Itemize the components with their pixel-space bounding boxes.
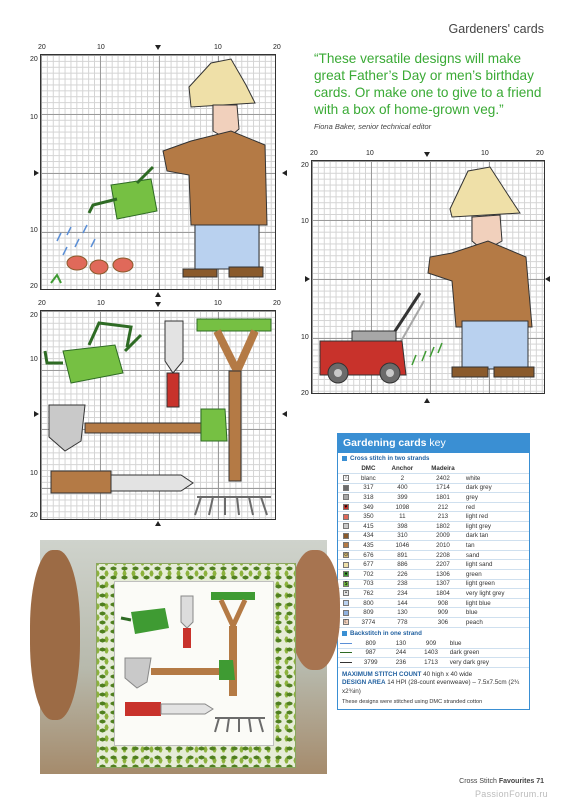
dmc-cell: 415	[354, 522, 383, 532]
color-name-cell: very dark grey	[448, 658, 529, 668]
table-row	[338, 502, 529, 512]
color-name-column-header	[464, 464, 529, 474]
anchor-cell: 891	[383, 550, 422, 560]
symbol-cell	[338, 618, 354, 628]
dmc-cell: 3774	[354, 618, 383, 628]
table-row	[338, 512, 529, 522]
table-row	[338, 648, 529, 658]
center-arrow	[305, 276, 310, 282]
color-name-cell: sand	[464, 550, 529, 560]
table-row	[338, 493, 529, 503]
axis-label-20: 20	[536, 150, 544, 157]
center-arrow	[282, 170, 287, 176]
design-area-label: DESIGN AREA	[342, 679, 386, 687]
plant-pot-image	[30, 550, 80, 720]
dmc-cell: 350	[354, 512, 383, 522]
dollar-symbol-icon: $	[344, 580, 348, 587]
axis-label-20: 20	[301, 162, 309, 169]
anchor-cell: 1098	[383, 502, 422, 512]
anchor-cell: 886	[383, 560, 422, 570]
dmc-cell: 435	[354, 541, 383, 551]
backstitch-line-icon	[340, 662, 352, 663]
madeira-cell: 908	[422, 598, 464, 608]
backstitch-rows	[338, 639, 529, 668]
axis-label-10: 10	[30, 470, 38, 477]
center-arrow	[155, 292, 161, 297]
symbol-cell	[338, 550, 354, 560]
dmc-cell: 318	[354, 493, 383, 503]
axis-label-10: 10	[214, 44, 222, 51]
dmc-cell: 809	[354, 639, 387, 649]
symbol-cell	[338, 570, 354, 580]
axis-label-10: 10	[97, 300, 105, 307]
madeira-cell: 1801	[422, 493, 464, 503]
anchor-cell: 130	[387, 639, 414, 649]
square-symbol-icon	[343, 533, 349, 539]
table-row	[338, 541, 529, 551]
axis-label-10: 10	[97, 44, 105, 51]
key-title-suffix: key	[429, 437, 446, 449]
color-name-cell: peach	[464, 618, 529, 628]
dmc-cell: 349	[354, 502, 383, 512]
madeira-cell: 1802	[422, 522, 464, 532]
gardener-mowing-motif	[312, 161, 546, 395]
center-arrow	[155, 45, 161, 50]
table-row	[338, 522, 529, 532]
diamond-symbol-icon: ♦	[344, 571, 348, 578]
symbol-cell	[338, 579, 354, 589]
color-name-cell: very light grey	[464, 589, 529, 599]
color-name-cell: white	[464, 474, 529, 484]
backstitch-table	[338, 639, 529, 668]
finished-card-photo	[40, 540, 327, 774]
center-arrow	[282, 411, 287, 417]
madeira-cell: 212	[422, 502, 464, 512]
circle-symbol-icon: ⊙	[344, 552, 349, 558]
table-row	[338, 550, 529, 560]
center-arrow	[34, 411, 39, 417]
center-arrow	[424, 398, 430, 403]
dmc-cell: 987	[354, 648, 387, 658]
anchor-cell: 398	[383, 522, 422, 532]
symbol-cell	[338, 512, 354, 522]
heart-symbol-icon: ♥	[344, 504, 348, 511]
center-arrow	[424, 152, 430, 157]
gardener-watering-motif	[41, 55, 277, 291]
dmc-cell: 317	[354, 483, 383, 493]
symbol-cell	[338, 493, 354, 503]
madeira-cell: 1714	[422, 483, 464, 493]
anchor-cell: 399	[383, 493, 422, 503]
backstitch-line-icon	[340, 652, 352, 653]
axis-label-10: 10	[30, 227, 38, 234]
page-footer	[459, 778, 544, 785]
axis-label-20: 20	[30, 512, 38, 519]
design-area-value: 14 HPI (28-count evenweave) – 7.5x7.5cm (2¾ x2¾in)	[342, 679, 520, 695]
anchor-cell: 2	[383, 474, 422, 484]
anchor-cell: 1046	[383, 541, 422, 551]
symbol-column-header	[338, 464, 354, 474]
plant-pot-image	[290, 550, 340, 670]
watermark: PassionForum.ru	[474, 789, 548, 799]
stitch-grid	[40, 310, 276, 520]
max-count-label: MAXIMUM STITCH COUNT	[342, 670, 422, 678]
dmc-cell: 676	[354, 550, 383, 560]
color-name-cell: red	[464, 502, 529, 512]
stitch-grid	[40, 54, 276, 290]
center-arrow	[155, 302, 161, 307]
axis-label-20: 20	[30, 56, 38, 63]
axis-label-10: 10	[30, 114, 38, 121]
dmc-cell: 703	[354, 579, 383, 589]
madeira-cell: 1804	[422, 589, 464, 599]
anchor-cell: 236	[387, 658, 414, 668]
dmc-cell: 702	[354, 570, 383, 580]
axis-label-20: 20	[273, 44, 281, 51]
symbol-cell	[338, 598, 354, 608]
madeira-cell: 2207	[422, 560, 464, 570]
open-symbol-icon: ∩	[344, 475, 348, 482]
key-title	[338, 434, 529, 453]
table-header-row	[338, 464, 529, 474]
madeira-cell: 2402	[422, 474, 464, 484]
dot-symbol-icon: •	[343, 590, 349, 596]
color-name-cell: grey	[464, 493, 529, 503]
madeira-cell: 909	[422, 608, 464, 618]
max-count-value: 40 high x 40 wide	[423, 670, 473, 678]
square-symbol-icon	[343, 494, 349, 500]
madeira-cell: 213	[422, 512, 464, 522]
dmc-cell: 3799	[354, 658, 387, 668]
design-stats	[338, 668, 529, 699]
cross-stitch-heading-text: Cross stitch in two strands	[350, 455, 430, 462]
color-name-cell: dark tan	[464, 531, 529, 541]
dmc-cell: 762	[354, 589, 383, 599]
backstitch-line-icon	[340, 643, 352, 644]
symbol-cell	[338, 541, 354, 551]
square-symbol-icon	[343, 600, 349, 606]
line-symbol-cell	[338, 639, 354, 649]
dmc-cell: 434	[354, 531, 383, 541]
symbol-cell	[338, 522, 354, 532]
color-name-cell: dark green	[448, 648, 529, 658]
key-title-main: Gardening cards	[343, 437, 427, 449]
axis-label-10: 10	[366, 150, 374, 157]
stitched-tools-image	[115, 582, 275, 747]
madeira-cell: 1713	[414, 658, 447, 668]
center-arrow	[34, 170, 39, 176]
square-symbol-icon	[343, 485, 349, 491]
madeira-cell: 2009	[422, 531, 464, 541]
axis-label-10: 10	[30, 356, 38, 363]
quote-attribution: Fiona Baker, senior technical editor	[314, 122, 432, 131]
table-row	[338, 589, 529, 599]
anchor-cell: 244	[387, 648, 414, 658]
axis-label-20: 20	[30, 283, 38, 290]
table-row	[338, 570, 529, 580]
symbol-cell	[338, 560, 354, 570]
madeira-cell: 1403	[414, 648, 447, 658]
axis-label-10: 10	[301, 218, 309, 225]
madeira-cell: 2010	[422, 541, 464, 551]
dmc-cell: 800	[354, 598, 383, 608]
table-row	[338, 658, 529, 668]
moon-symbol-icon: ☾	[344, 619, 349, 626]
madeira-cell: 1307	[422, 579, 464, 589]
axis-label-10: 10	[214, 300, 222, 307]
section-header: Gardeners' cards	[448, 22, 544, 36]
anchor-cell: 778	[383, 618, 422, 628]
dmc-cell: blanc	[354, 474, 383, 484]
bullet-square-icon	[342, 456, 347, 461]
madeira-cell: 306	[422, 618, 464, 628]
symbol-cell	[338, 483, 354, 493]
color-name-cell: blue	[464, 608, 529, 618]
symbol-cell	[338, 589, 354, 599]
square-symbol-icon	[343, 523, 349, 529]
axis-label-10: 10	[481, 150, 489, 157]
table-row	[338, 618, 529, 628]
anchor-cell: 400	[383, 483, 422, 493]
color-name-cell: tan	[464, 541, 529, 551]
table-row	[338, 598, 529, 608]
table-row	[338, 483, 529, 493]
anchor-cell: 130	[383, 608, 422, 618]
table-row	[338, 560, 529, 570]
color-name-cell: light red	[464, 512, 529, 522]
column-header: Anchor	[383, 464, 422, 474]
color-name-cell: light green	[464, 579, 529, 589]
square-symbol-icon	[343, 542, 349, 548]
anchor-cell: 144	[383, 598, 422, 608]
axis-label-10: 10	[301, 334, 309, 341]
backstitch-heading-text: Backstitch in one strand	[350, 629, 422, 637]
color-name-cell: blue	[448, 639, 529, 649]
square-symbol-icon	[343, 514, 349, 520]
symbol-cell	[338, 502, 354, 512]
thread-key	[337, 433, 530, 710]
pull-quote: “These versatile designs will make great Father’s Day or men’s birthday cards. Or make one to give to a friend with a box of home-grown veg.”	[314, 51, 542, 117]
symbol-cell	[338, 608, 354, 618]
dmc-cell: 677	[354, 560, 383, 570]
madeira-cell: 1306	[422, 570, 464, 580]
dmc-cell: 809	[354, 608, 383, 618]
table-row	[338, 608, 529, 618]
anchor-cell: 234	[383, 589, 422, 599]
symbol-cell	[338, 474, 354, 484]
column-header: Madeira	[422, 464, 464, 474]
axis-label-20: 20	[38, 44, 46, 51]
table-row	[338, 639, 529, 649]
column-header: DMC	[354, 464, 383, 474]
line-symbol-cell	[338, 658, 354, 668]
anchor-cell: 11	[383, 512, 422, 522]
center-arrow	[155, 521, 161, 526]
thread-note: These designs were stitched using DMC stranded cotton	[342, 699, 483, 706]
symbol-cell	[338, 531, 354, 541]
bullet-square-icon	[342, 631, 347, 636]
cross-stitch-heading	[338, 453, 529, 464]
table-row	[338, 531, 529, 541]
backstitch-heading	[338, 628, 529, 639]
table-row	[338, 474, 529, 484]
garden-tools-motif	[41, 311, 277, 521]
greeting-card-image	[96, 563, 296, 768]
madeira-cell: 909	[414, 639, 447, 649]
axis-label-20: 20	[301, 390, 309, 397]
axis-label-20: 20	[30, 312, 38, 319]
line-symbol-cell	[338, 648, 354, 658]
stitch-grid	[311, 160, 545, 394]
cross-stitch-table	[338, 464, 529, 628]
anchor-cell: 238	[383, 579, 422, 589]
stitched-aperture	[114, 581, 274, 746]
square-symbol-icon	[343, 562, 349, 568]
axis-label-20: 20	[38, 300, 46, 307]
color-name-cell: light sand	[464, 560, 529, 570]
color-name-cell: light blue	[464, 598, 529, 608]
color-name-cell: green	[464, 570, 529, 580]
magazine-name: Cross Stitch	[459, 778, 497, 785]
color-name-cell: light grey	[464, 522, 529, 532]
anchor-cell: 226	[383, 570, 422, 580]
magazine-name-bold: Favourites	[498, 778, 535, 785]
page-number: 71	[536, 778, 544, 785]
square-symbol-icon	[343, 610, 349, 616]
anchor-cell: 310	[383, 531, 422, 541]
axis-label-20: 20	[273, 300, 281, 307]
cross-stitch-rows	[338, 474, 529, 628]
madeira-cell: 2208	[422, 550, 464, 560]
axis-label-20: 20	[310, 150, 318, 157]
color-name-cell: dark grey	[464, 483, 529, 493]
table-row	[338, 579, 529, 589]
